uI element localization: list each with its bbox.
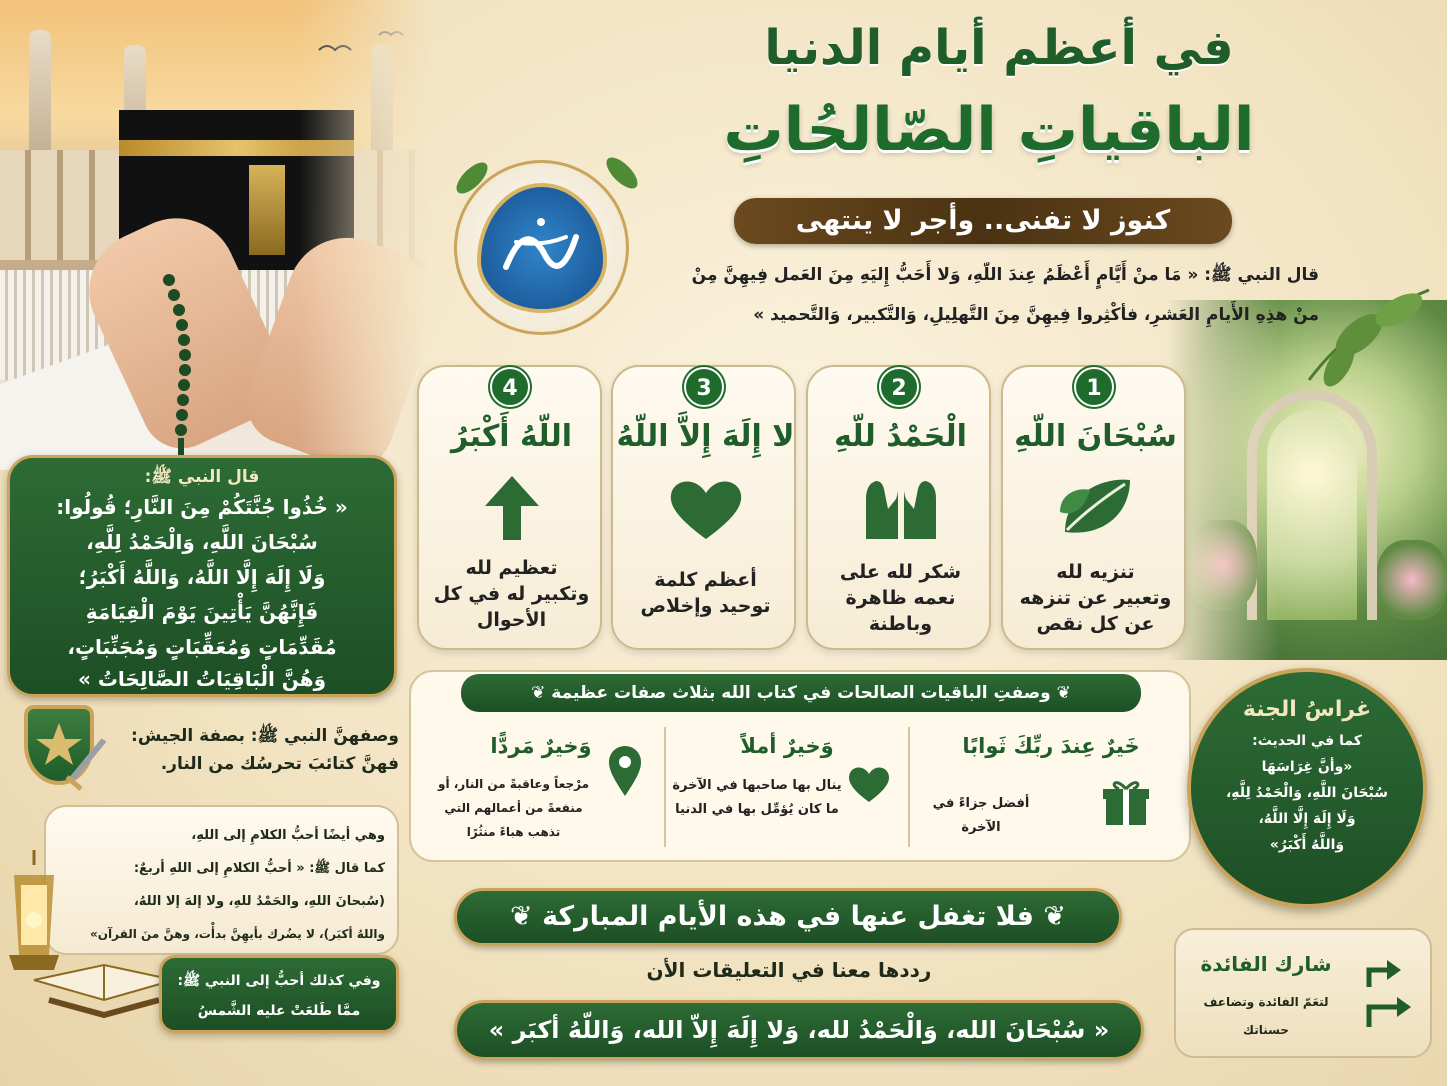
heart-icon	[669, 477, 745, 541]
kaaba-scene-image	[0, 0, 430, 470]
trait-title: خَيرٌ عِندَ ربِّكَ ثَوابًا	[963, 734, 1141, 758]
panel-line: سُبْحَانَ اللَّهِ، وَالْحَمْدُ لِلَّهِ،	[87, 530, 319, 554]
share-title: شارك الفائدة	[1201, 952, 1333, 976]
garden-line: سُبْحَانَ اللَّهِ، وَالْحَمْدُ لِلَّهِ،	[1226, 785, 1390, 801]
card-title: الْحَمْدُ للّهِ	[835, 419, 968, 454]
scroll-line: واللهُ أكبَر)، لا يضُرك بأيهِنَّ بدأْت، وهنَّ منَ القرآن»	[91, 927, 386, 941]
heart-icon	[848, 764, 892, 804]
panel-line: مُقَدِّمَاتٍ وَمُعَقِّبَاتٍ وَمُجَنِّبَاتٍ،	[68, 635, 338, 659]
panel-line: « خُذُوا جُنَّتَكُمْ مِنَ النَّارِ؛ قُولُوا:	[57, 495, 349, 519]
sword-icon	[60, 735, 110, 795]
card-desc: شكر لله على نعمه ظاهرة وباطنة	[840, 561, 963, 635]
card-desc: تنزيه لله وتعبير عن تنزهه عن كل نقص	[1020, 561, 1173, 635]
trait-desc: مرْجعاً وعاقبةً من النار، أو منفعةً من أعمالهم التي تذهب هباءً منثُرًا	[438, 777, 591, 839]
card-title: اللّهُ أَكْبَرُ	[451, 419, 574, 454]
panel-heading: قال النبي ﷺ:	[145, 467, 261, 487]
trait-desc: ينال بها صاحبها في الآخرة ما كان يُؤمِّل بها في الدنيا	[673, 778, 843, 817]
garden-intro: كما في الحديث:	[1253, 733, 1363, 749]
page-subtitle: كنوز لا تفنى.. وأجر لا ينتهى	[735, 198, 1233, 244]
leaf-ornament-icon: ❦	[532, 683, 553, 703]
logo-emblem-icon	[478, 183, 608, 313]
intro-hadith-line2: منْ هذِهِ الأَيامِ العَشرِ، فأكْثِروا فِيهِنَّ مِنَ التَّهلِيلِ، وَالتَّكبير، وَالتَّحميد »	[754, 305, 1320, 325]
card-desc: أعظم كلمة توحيد وإخلاص	[641, 569, 772, 617]
dhikr-card-4	[418, 365, 603, 650]
card-number: 1	[1075, 367, 1115, 407]
panel-line: وَلَا إِلَهَ إِلَّا اللَّهُ، وَاللَّهُ أَكْبَرُ؛	[79, 565, 327, 589]
garden-line: «وأنَّ غِرَاسَهَا	[1262, 759, 1354, 775]
leaf-ornament-icon: ❦	[1034, 901, 1067, 932]
quran-book-icon	[30, 940, 180, 1020]
cta-prompt: رددها معنا في التعليقات الأن	[647, 958, 933, 982]
dhikr-card-3	[612, 365, 797, 650]
praying-hands-icon	[859, 469, 945, 545]
page-title-line1: في أعظم أيام الدنيا	[765, 20, 1235, 76]
cta-banner: ❦ فلا تغفل عنها في هذه الأيام المباركة ❦	[455, 888, 1123, 946]
trait-desc: أفضل جزاءً في الآخرة	[933, 796, 1031, 835]
card-title: لا إِلَهَ إِلاَّ اللّهُ	[617, 419, 796, 454]
share-box[interactable]	[1175, 928, 1433, 1058]
gift-icon	[1102, 777, 1152, 827]
left-hadith-panel	[8, 455, 398, 697]
location-pin-icon	[608, 744, 644, 798]
trait-title: وَخيرٌ مَردًّا	[491, 734, 593, 758]
scroll-line: وهي أيضًا أحبُّ الكلامِ إلى اللهِ،	[192, 828, 386, 843]
dhikr-card-2	[807, 365, 992, 650]
card-number: 2	[880, 367, 920, 407]
garden-title: غراسُ الجنة	[1243, 697, 1373, 722]
garden-circle	[1188, 668, 1428, 908]
leaf-ornament-icon: ❦	[1051, 683, 1072, 703]
sun-note-box: وفي كذلك أحبُّ إلى النبي ﷺ: ممَّا طَلعَتْ عليه الشَّمسُ	[160, 955, 400, 1033]
card-number: 3	[685, 367, 725, 407]
prayer-beads-icon	[150, 270, 210, 460]
card-title: سُبْحَانَ اللّهِ	[1015, 419, 1178, 454]
share-arrows-icon	[1362, 952, 1422, 1032]
dhikr-card-1	[1002, 365, 1187, 650]
traits-header: ❦ وصفتِ الباقيات الصالحات في كتاب الله بثلاث صفات عظيمة ❦	[462, 674, 1142, 712]
scroll-line: كما قال ﷺ: « أحبُّ الكلامِ إلى اللهِ أربعٌ:	[134, 861, 386, 876]
card-number: 4	[491, 367, 531, 407]
panel-line: وَهُنَّ الْبَاقِيَاتُ الصَّالِحَاتُ »	[78, 667, 328, 691]
trait-title: وَخيرٌ أملاً	[741, 734, 835, 758]
arrow-up-icon	[482, 472, 544, 544]
leaves-decoration-icon	[1300, 280, 1440, 390]
cta-phrase: « سُبْحَانَ الله، وَالْحَمْدُ لله، وَلا إِلَهَ إِلاّ الله، وَاللّهُ أكبَر »	[455, 1000, 1145, 1060]
scroll-line: (سُبحانَ اللهِ، والحَمْدُ للهِ، ولا إلهَ إلا اللهُ،	[134, 894, 386, 909]
card-desc: تعظيم لله وتكبير له في كل الأحوال	[434, 557, 591, 631]
intro-hadith-line1: قال النبي ﷺ: « مَا منْ أَيَّامٍ أَعْظَمُ عِندَ اللّهِ، وَلا أَحَبُّ إِليَهِ مِنَ العَمل فِيهِنَّ مِنْ	[692, 265, 1320, 285]
garden-line: وَلَا إِلَهَ إِلَّا اللَّهُ،	[1259, 811, 1357, 827]
logo	[455, 160, 630, 335]
birds-icon	[300, 20, 520, 90]
leaf-ornament-icon: ❦	[511, 901, 544, 932]
page-title-line2: الباقياتِ الصّالحُاتِ	[724, 95, 1256, 165]
share-desc: لتعَمّ الفائدة وتضاعف حسناتك	[1204, 995, 1330, 1037]
leaf-icon	[1056, 472, 1136, 542]
panel-line: فَإِنَّهُنَّ يَأْتِينَ يَوْمَ الْقِيَامَةِ	[86, 600, 320, 624]
garden-line: وَاللَّهُ أَكْبَرُ»	[1270, 837, 1346, 853]
love-note-scroll	[45, 805, 400, 955]
army-note: وصفهنَّ النبي ﷺ: بصفة الجيش: فهنَّ كتائبَ تحرسُك من النار.	[132, 726, 400, 774]
traits-box	[410, 670, 1192, 862]
